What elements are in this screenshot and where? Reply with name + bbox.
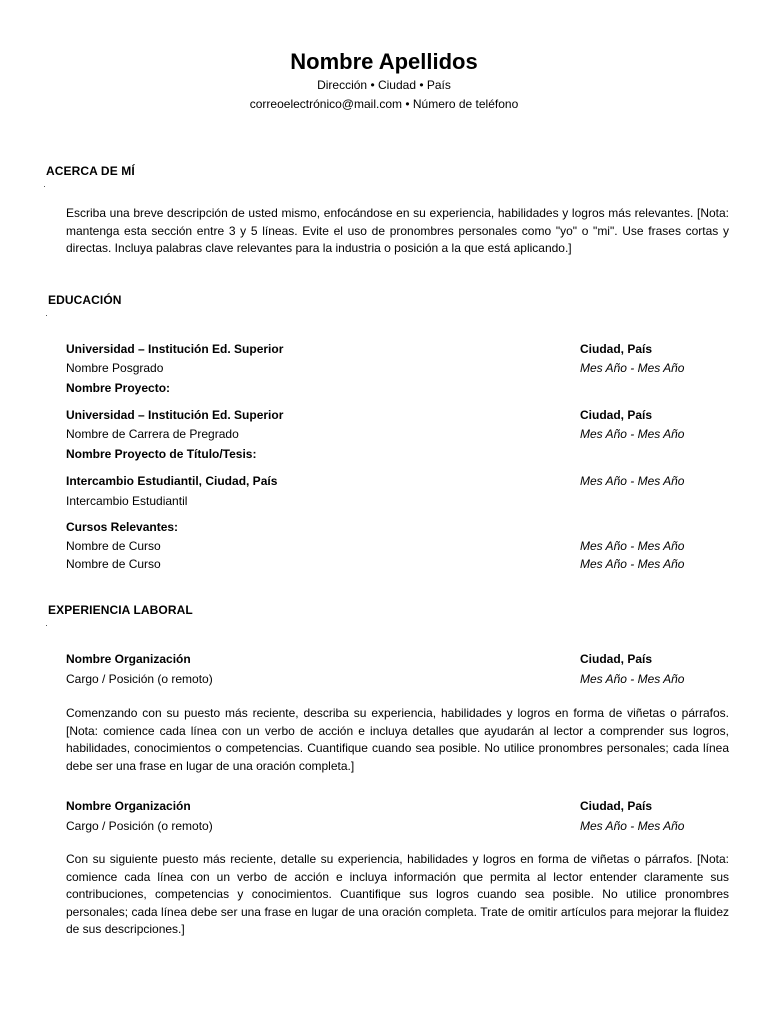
full-name: Nombre Apellidos bbox=[290, 49, 478, 74]
education-2-dates: Mes Año - Mes Año bbox=[580, 427, 685, 441]
education-1-institution: Universidad – Institución Ed. Superior bbox=[66, 342, 284, 356]
job-1-location: Ciudad, País bbox=[580, 652, 653, 666]
job-1-description: Comenzando con su puesto más reciente, describa su experiencia, habilidades y logros en forma de viñetas o párrafos. [Nota: comience cada línea con un verbo de acción e incluya detalles que ayudarán al lector a comprender sus logros, habilidades, conocimientos o competencias. Cuantifique cuando sea posible. No utilice pronombres personales; cada línea debe ser una frase en lugar de una oración completa.] bbox=[66, 706, 729, 773]
job-2-position-row bbox=[66, 817, 729, 835]
job-1-dates: Mes Año - Mes Año bbox=[580, 672, 685, 686]
course-name: Nombre de Curso bbox=[66, 539, 161, 553]
education-1-location: Ciudad, País bbox=[580, 342, 653, 356]
job-2-position: Cargo / Posición (o remoto) bbox=[66, 819, 213, 833]
education-entry-1-degree-row bbox=[66, 359, 729, 377]
courses-title: Cursos Relevantes: bbox=[66, 520, 179, 534]
job-1-organization: Nombre Organización bbox=[66, 652, 191, 666]
exchange-dates: Mes Año - Mes Año bbox=[580, 474, 685, 488]
job-2-organization: Nombre Organización bbox=[66, 799, 191, 813]
courses-header bbox=[66, 518, 729, 536]
job-2-header bbox=[66, 797, 729, 815]
education-2-location: Ciudad, País bbox=[580, 408, 653, 422]
education-1-degree: Nombre Posgrado bbox=[66, 361, 164, 375]
education-entry-2-degree-row bbox=[66, 425, 729, 443]
education-entry-1-project-row bbox=[66, 379, 729, 397]
course-name: Nombre de Curso bbox=[66, 557, 161, 571]
experience-section-title: EXPERIENCIA LABORAL bbox=[48, 603, 193, 617]
course-row bbox=[66, 537, 729, 555]
address-line: Dirección • Ciudad • País bbox=[317, 78, 451, 92]
job-2-dates: Mes Año - Mes Año bbox=[580, 819, 685, 833]
course-row bbox=[66, 555, 729, 573]
job-2-location: Ciudad, País bbox=[580, 799, 653, 813]
education-entry-2-header bbox=[66, 406, 729, 424]
education-2-institution: Universidad – Institución Ed. Superior bbox=[66, 408, 284, 422]
education-2-degree: Nombre de Carrera de Pregrado bbox=[66, 427, 239, 441]
about-section-title: ACERCA DE MÍ bbox=[46, 164, 135, 178]
job-1-header bbox=[66, 650, 729, 668]
contact-line: correoelectrónico@mail.com • Número de teléfono bbox=[249, 97, 519, 111]
exchange-subtitle: Intercambio Estudiantil bbox=[66, 494, 188, 508]
education-section-title: EDUCACIÓN bbox=[48, 293, 122, 307]
education-entry-1-header bbox=[66, 340, 729, 358]
job-2-description: Con su siguiente puesto más reciente, detalle su experiencia, habilidades y logros en forma de viñetas o párrafos. [Nota: comience cada línea con un verbo de acción e incluya información que permita al lector entender claramente sus contribuciones, competencias y conocimientos. Cuantifique sus logros cuando sea posible. No utilice pronombres personales; cada línea debe ser una frase en lugar de una oración completa. Trate de omitir artículos para mejorar la fluidez de sus descripciones.] bbox=[66, 852, 729, 936]
course-dates: Mes Año - Mes Año bbox=[580, 539, 685, 553]
exchange-subtitle-row bbox=[66, 492, 729, 510]
resume-header bbox=[0, 0, 768, 114]
exchange-header bbox=[66, 472, 729, 490]
education-2-project: Nombre Proyecto de Título/Tesis: bbox=[66, 447, 257, 461]
about-text: Escriba una breve descripción de usted mismo, enfocándose en su experiencia, habilidades y logros más relevantes. [Nota: mantenga esta sección entre 3 y 5 líneas. Evite el uso de pronombres personales como "yo" o "mi". Use frases cortas y directas. Incluya palabras clave relevantes para la industria o posición a la que está aplicando.] bbox=[66, 206, 729, 255]
job-1-position-row bbox=[66, 670, 729, 688]
education-1-project: Nombre Proyecto: bbox=[66, 381, 171, 395]
course-dates: Mes Año - Mes Año bbox=[580, 557, 685, 571]
job-1-position: Cargo / Posición (o remoto) bbox=[66, 672, 213, 686]
exchange-title: Intercambio Estudiantil, Ciudad, País bbox=[66, 474, 278, 488]
education-1-dates: Mes Año - Mes Año bbox=[580, 361, 685, 375]
education-entry-2-project-row bbox=[66, 445, 729, 463]
